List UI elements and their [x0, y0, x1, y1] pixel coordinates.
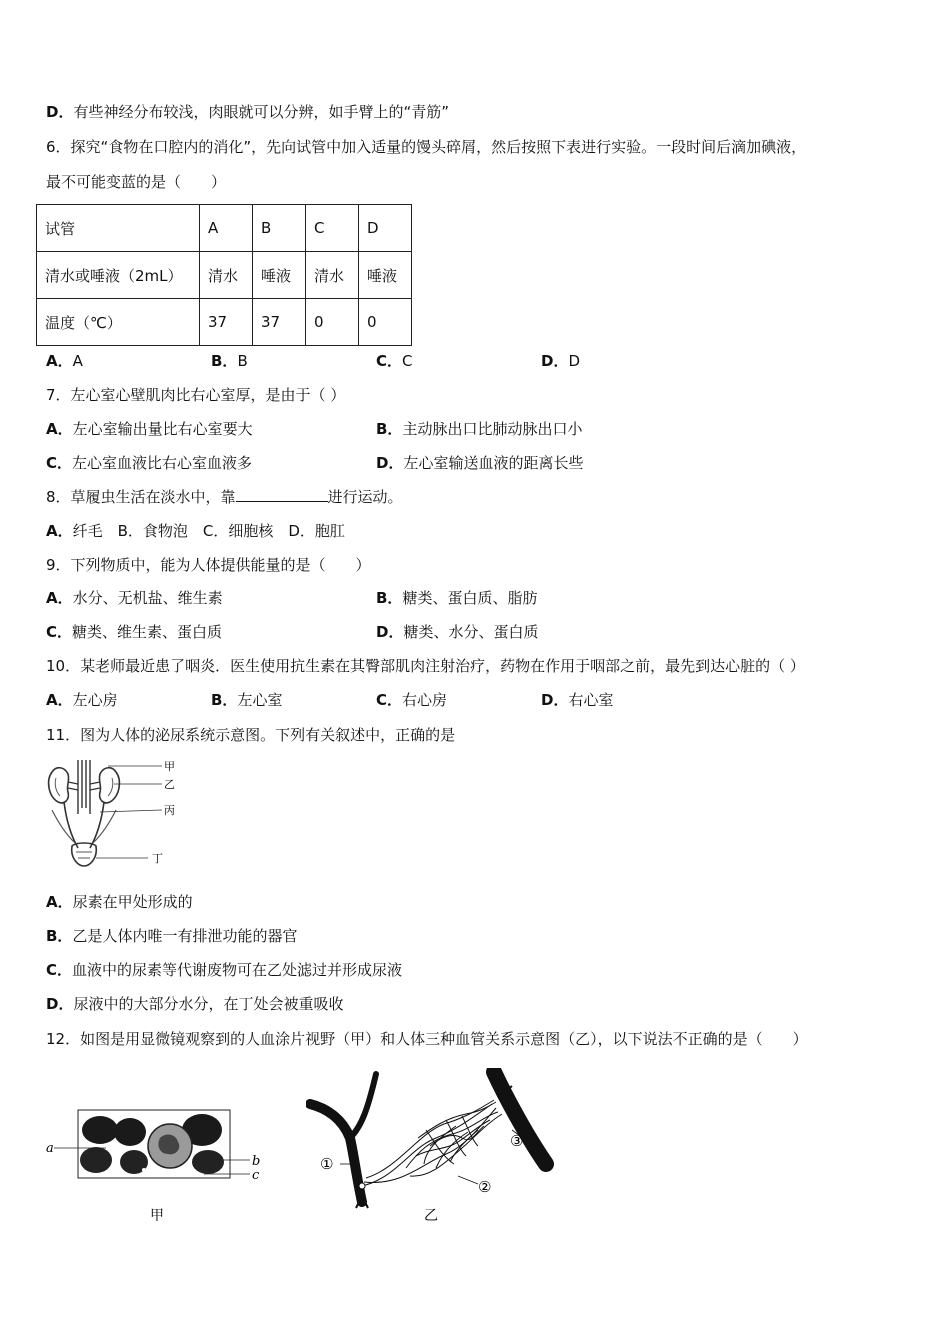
pelvic-outline: [52, 810, 116, 842]
option-letter: C．: [376, 691, 403, 709]
option-letter: D．: [541, 352, 569, 370]
option-letter: C．: [46, 623, 73, 641]
figure-label-jia: 甲: [164, 760, 175, 773]
ureters: [64, 802, 104, 848]
q11-option-c: [46, 960, 402, 980]
table-cell: 试管: [37, 205, 200, 252]
q8-stem-pre: 8．草履虫生活在淡水中，靠: [46, 488, 236, 506]
table-cell: 温度（℃）: [37, 299, 200, 346]
table-row: [37, 205, 412, 252]
option-letter: A．: [46, 352, 73, 370]
table-row: [37, 299, 412, 346]
option-text: 水分、无机盐、维生素: [72, 589, 223, 607]
q7-option-d: [376, 453, 583, 473]
q6-stem-line2: 最不可能变蓝的是（ ）: [46, 173, 227, 191]
table-cell: 37: [200, 299, 253, 346]
blood-vessel-figure: [306, 1068, 566, 1228]
caption-yi: 乙: [424, 1208, 438, 1224]
label-circled-3: ③: [510, 1132, 524, 1150]
q10-option-d: [541, 690, 613, 710]
q6-option-b: [211, 351, 248, 371]
red-blood-cell: [114, 1118, 146, 1146]
right-kidney-shape: [99, 768, 119, 803]
table-cell: C: [306, 205, 359, 252]
kidney-inner-detail: [55, 778, 113, 796]
q9-option-b: [376, 588, 537, 608]
q9-option-a: [46, 588, 223, 608]
q5-option-d: [46, 102, 449, 122]
table-cell: 0: [306, 299, 359, 346]
figure-label-bing: 丙: [164, 804, 175, 817]
option-text: 左心室血液比右心室血液多: [72, 454, 253, 472]
option-text: 有些神经分布较浅，肉眼就可以分辨，如手臂上的“青筋”: [73, 103, 449, 121]
label-b: b: [252, 1154, 261, 1169]
table-cell: 0: [359, 299, 412, 346]
q8-options: [46, 521, 345, 541]
table-cell: 唾液: [359, 252, 412, 299]
option-text: B: [237, 352, 248, 370]
q6-option-c: [376, 351, 413, 371]
option-text: 右心室: [568, 691, 614, 709]
option-letter: A．: [46, 522, 73, 540]
table-cell: 清水或唾液（2mL）: [37, 252, 200, 299]
option-text: 左心室输出量比右心室要大: [72, 420, 253, 438]
option-letter: D．: [46, 995, 74, 1013]
option-letter: D．: [541, 691, 569, 709]
label-circled-1: ①: [320, 1155, 334, 1173]
option-text: 左心室输送血液的距离长些: [403, 454, 584, 472]
table-cell: 清水: [200, 252, 253, 299]
option-letter: A．: [46, 691, 73, 709]
label-circled-2: ②: [478, 1178, 492, 1196]
q6-option-d: [541, 351, 580, 371]
q9-stem: 9．下列物质中，能为人体提供能量的是（ ）: [46, 556, 371, 574]
option-letter: D．: [376, 454, 404, 472]
option-text: 左心房: [72, 691, 118, 709]
label-a: a: [46, 1141, 54, 1156]
q11-option-b: [46, 926, 297, 946]
great-vessels: [78, 760, 90, 814]
experiment-table: [36, 204, 412, 346]
red-blood-cell: [192, 1150, 224, 1174]
option-text: 血液中的尿素等代谢废物可在乙处滤过并形成尿液: [72, 961, 403, 979]
option-text: 糖类、维生素、蛋白质: [72, 623, 223, 641]
option-text: 乙是人体内唯一有排泄功能的器官: [72, 927, 298, 945]
left-kidney-shape: [49, 768, 69, 803]
option-letter: C．: [46, 961, 73, 979]
table-cell: 唾液: [253, 252, 306, 299]
q8-stem: [46, 487, 403, 507]
table-cell: 清水: [306, 252, 359, 299]
bladder-detail: [76, 852, 92, 858]
option-text: A: [72, 352, 83, 370]
table-cell: B: [253, 205, 306, 252]
option-text: 尿素在甲处形成的: [72, 893, 193, 911]
q9-option-c: [46, 622, 222, 642]
q10-option-c: [376, 690, 447, 710]
vein-vessel: [494, 1072, 546, 1164]
option-text: 主动脉出口比肺动脉出口小: [402, 420, 583, 438]
table-cell: 37: [253, 299, 306, 346]
option-text: 左心室: [237, 691, 283, 709]
q6-option-a: [46, 351, 83, 371]
leader-line-2: [458, 1176, 478, 1184]
q10-stem: 10．某老师最近患了咽炎．医生使用抗生素在其臀部肌肉注射治疗，药物在作用于咽部之前，最先到达心脏的（ ）: [46, 657, 805, 675]
option-letter: B．: [211, 691, 238, 709]
option-letter: C．: [376, 352, 403, 370]
q10-option-b: [211, 690, 282, 710]
option-text: 糖类、蛋白质、脂肪: [402, 589, 538, 607]
figure-label-ding: 丁: [152, 852, 163, 865]
red-blood-cell: [82, 1116, 118, 1144]
caption-jia: 甲: [150, 1208, 164, 1224]
option-text: 尿液中的大部分水分，在丁处会被重吸收: [73, 995, 344, 1013]
blood-smear-figure: [44, 1108, 274, 1228]
bladder-shape: [72, 843, 97, 866]
option-text: 右心房: [402, 691, 448, 709]
option-letter: A．: [46, 420, 73, 438]
label-c: c: [252, 1168, 260, 1183]
q11-option-a: [46, 892, 193, 912]
table-cell: D: [359, 205, 412, 252]
q10-option-a: [46, 690, 118, 710]
option-letter: D．: [376, 623, 404, 641]
q6-stem-line1: 6．探究“食物在口腔内的消化”，先向试管中加入适量的馒头碎屑，然后按照下表进行实验。一段时间后滴加碘液，: [46, 138, 807, 156]
leader-line-bing: [100, 810, 162, 812]
artery-vessel: [310, 1104, 362, 1202]
option-text: 纤毛 B．食物泡 C．细胞核 D．胞肛: [72, 522, 345, 540]
q7-stem: 7．左心室心壁肌肉比右心室厚，是由于（ ）: [46, 386, 346, 404]
q7-option-a: [46, 419, 253, 439]
q7-option-b: [376, 419, 582, 439]
red-blood-cell: [80, 1147, 112, 1173]
option-text: D: [568, 352, 581, 370]
q8-stem-post: 进行运动。: [327, 488, 403, 506]
option-letter: A．: [46, 893, 73, 911]
option-letter: B．: [211, 352, 238, 370]
option-letter: D．: [46, 103, 74, 121]
platelet: [142, 1168, 146, 1172]
option-letter: B．: [46, 927, 73, 945]
renal-vessels: [68, 782, 100, 790]
option-letter: A．: [46, 589, 73, 607]
option-letter: C．: [46, 454, 73, 472]
q11-option-d: [46, 994, 343, 1014]
option-text: 糖类、水分、蛋白质: [403, 623, 539, 641]
q9-option-d: [376, 622, 538, 642]
option-letter: B．: [376, 420, 403, 438]
option-letter: B．: [376, 589, 403, 607]
q12-stem: 12．如图是用显微镜观察到的人血涂片视野（甲）和人体三种血管关系示意图（乙），以下说法不正确的是（ ）: [46, 1030, 808, 1048]
capillary-network: [362, 1100, 502, 1186]
q7-option-c: [46, 453, 252, 473]
figure-label-yi: 乙: [164, 778, 175, 791]
option-text: C: [402, 352, 413, 370]
junction-dot: [359, 1183, 365, 1189]
answer-blank: [236, 487, 328, 502]
platelet: [152, 1120, 156, 1124]
q11-stem: 11．图为人体的泌尿系统示意图。下列有关叙述中，正确的是: [46, 726, 456, 744]
table-row: [37, 252, 412, 299]
table-cell: A: [200, 205, 253, 252]
urinary-system-figure: [44, 758, 184, 870]
artery-branch: [350, 1074, 376, 1138]
